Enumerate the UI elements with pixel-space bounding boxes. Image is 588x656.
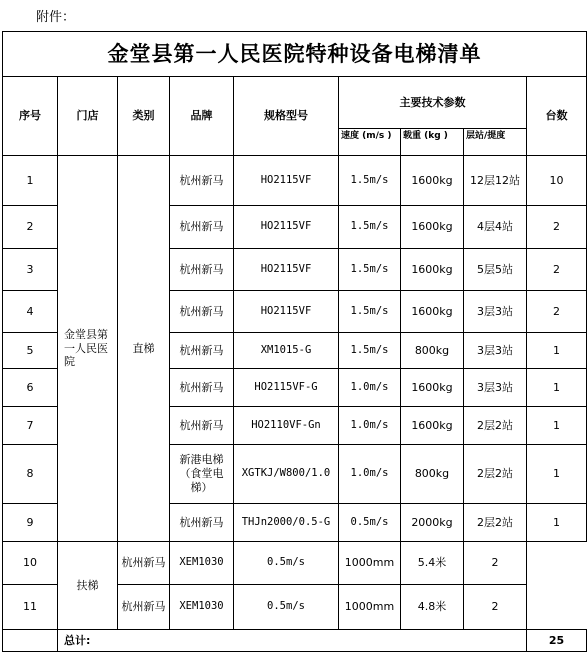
cell-model: HO2115VF (234, 156, 339, 206)
cell-count: 1 (527, 333, 587, 369)
cell-load: 1600kg (401, 249, 464, 291)
cell-seq: 4 (3, 291, 58, 333)
header-model: 规格型号 (234, 77, 339, 156)
cell-floors: 3层3站 (464, 291, 527, 333)
cell-load: 1600kg (401, 206, 464, 249)
cell-count: 2 (527, 249, 587, 291)
cell-seq: 2 (3, 206, 58, 249)
cell-load: 800kg (401, 333, 464, 369)
cell-floors: 12层12站 (464, 156, 527, 206)
cell-speed: 1.5m/s (339, 249, 401, 291)
table-title: 金堂县第一人民医院特种设备电梯清单 (3, 32, 587, 77)
cell-count: 1 (527, 504, 587, 542)
cell-floors: 4层4站 (464, 206, 527, 249)
cell-count: 2 (464, 542, 527, 585)
cell-seq: 5 (3, 333, 58, 369)
cell-model: HO2115VF-G (234, 369, 339, 407)
cell-floors: 2层2站 (464, 445, 527, 504)
cell-load: 800kg (401, 445, 464, 504)
cell-brand: 杭州新马 (118, 542, 170, 585)
cell-floors: 5.4米 (401, 542, 464, 585)
cell-speed: 1.5m/s (339, 206, 401, 249)
cell-model: XGTKJ/W800/1.0 (234, 445, 339, 504)
cell-floors: 5层5站 (464, 249, 527, 291)
subheader-floors: 层站/提度 (464, 129, 527, 156)
cell-store: 金堂县第一人民医院 (58, 156, 118, 542)
subheader-speed: 速度 (m/s ) (339, 129, 401, 156)
cell-model: HO2115VF (234, 206, 339, 249)
cell-brand: 杭州新马 (170, 504, 234, 542)
cell-floors: 2层2站 (464, 504, 527, 542)
cell-model: XEM1030 (170, 585, 234, 630)
cell-brand: 新港电梯（食堂电梯） (170, 445, 234, 504)
cell-count: 10 (527, 156, 587, 206)
cell-load: 1000mm (339, 585, 401, 630)
cell-model: XEM1030 (170, 542, 234, 585)
cell-brand: 杭州新马 (118, 585, 170, 630)
header-seq: 序号 (3, 77, 58, 156)
header-brand: 品牌 (170, 77, 234, 156)
cell-brand: 杭州新马 (170, 407, 234, 445)
cell-model: THJn2000/0.5-G (234, 504, 339, 542)
total-row (3, 630, 587, 652)
cell-count: 2 (527, 206, 587, 249)
cell-floors: 2层2站 (464, 407, 527, 445)
cell-speed: 1.0m/s (339, 407, 401, 445)
cell-count: 1 (527, 407, 587, 445)
cell-model: XM1015-G (234, 333, 339, 369)
header-row (3, 77, 587, 129)
cell-load: 1000mm (339, 542, 401, 585)
table-row (3, 542, 587, 585)
cell-speed: 1.5m/s (339, 156, 401, 206)
cell-seq: 7 (3, 407, 58, 445)
cell-speed: 1.5m/s (339, 291, 401, 333)
cell-model: HO2115VF (234, 249, 339, 291)
cell-category-escalator: 扶梯 (58, 542, 118, 630)
cell-seq: 3 (3, 249, 58, 291)
elevator-list-table (2, 31, 587, 652)
cell-model: HO2110VF-Gn (234, 407, 339, 445)
cell-seq: 9 (3, 504, 58, 542)
cell-brand: 杭州新马 (170, 369, 234, 407)
cell-brand: 杭州新马 (170, 206, 234, 249)
cell-load: 1600kg (401, 407, 464, 445)
cell-brand: 杭州新马 (170, 156, 234, 206)
cell-count: 1 (527, 445, 587, 504)
cell-load: 1600kg (401, 369, 464, 407)
table-row (3, 156, 587, 206)
cell-speed: 1.0m/s (339, 445, 401, 504)
cell-floors: 4.8米 (401, 585, 464, 630)
cell-brand: 杭州新马 (170, 249, 234, 291)
cell-count: 2 (527, 291, 587, 333)
cell-seq: 1 (3, 156, 58, 206)
cell-category-vertical: 直梯 (118, 156, 170, 542)
attachment-label: 附件： (36, 10, 76, 25)
total-count: 25 (527, 630, 587, 652)
cell-seq: 10 (3, 542, 58, 585)
cell-floors: 3层3站 (464, 333, 527, 369)
cell-seq: 11 (3, 585, 58, 630)
cell-speed: 1.5m/s (339, 333, 401, 369)
cell-speed: 1.0m/s (339, 369, 401, 407)
cell-brand: 杭州新马 (170, 291, 234, 333)
subheader-load: 载重 (kg ) (401, 129, 464, 156)
cell-load: 2000kg (401, 504, 464, 542)
header-category: 类别 (118, 77, 170, 156)
cell-speed: 0.5m/s (339, 504, 401, 542)
cell-speed: 0.5m/s (234, 585, 339, 630)
cell-speed: 0.5m/s (234, 542, 339, 585)
cell-floors: 3层3站 (464, 369, 527, 407)
cell-load: 1600kg (401, 291, 464, 333)
title-row (3, 32, 587, 77)
cell-count: 1 (527, 369, 587, 407)
cell-count: 2 (464, 585, 527, 630)
header-count: 台数 (527, 77, 587, 156)
total-label: 总计: (58, 630, 527, 652)
cell-seq: 6 (3, 369, 58, 407)
cell-load: 1600kg (401, 156, 464, 206)
cell-brand: 杭州新马 (170, 333, 234, 369)
header-params: 主要技术参数 (339, 77, 527, 129)
cell-seq: 8 (3, 445, 58, 504)
cell-model: HO2115VF (234, 291, 339, 333)
header-store: 门店 (58, 77, 118, 156)
